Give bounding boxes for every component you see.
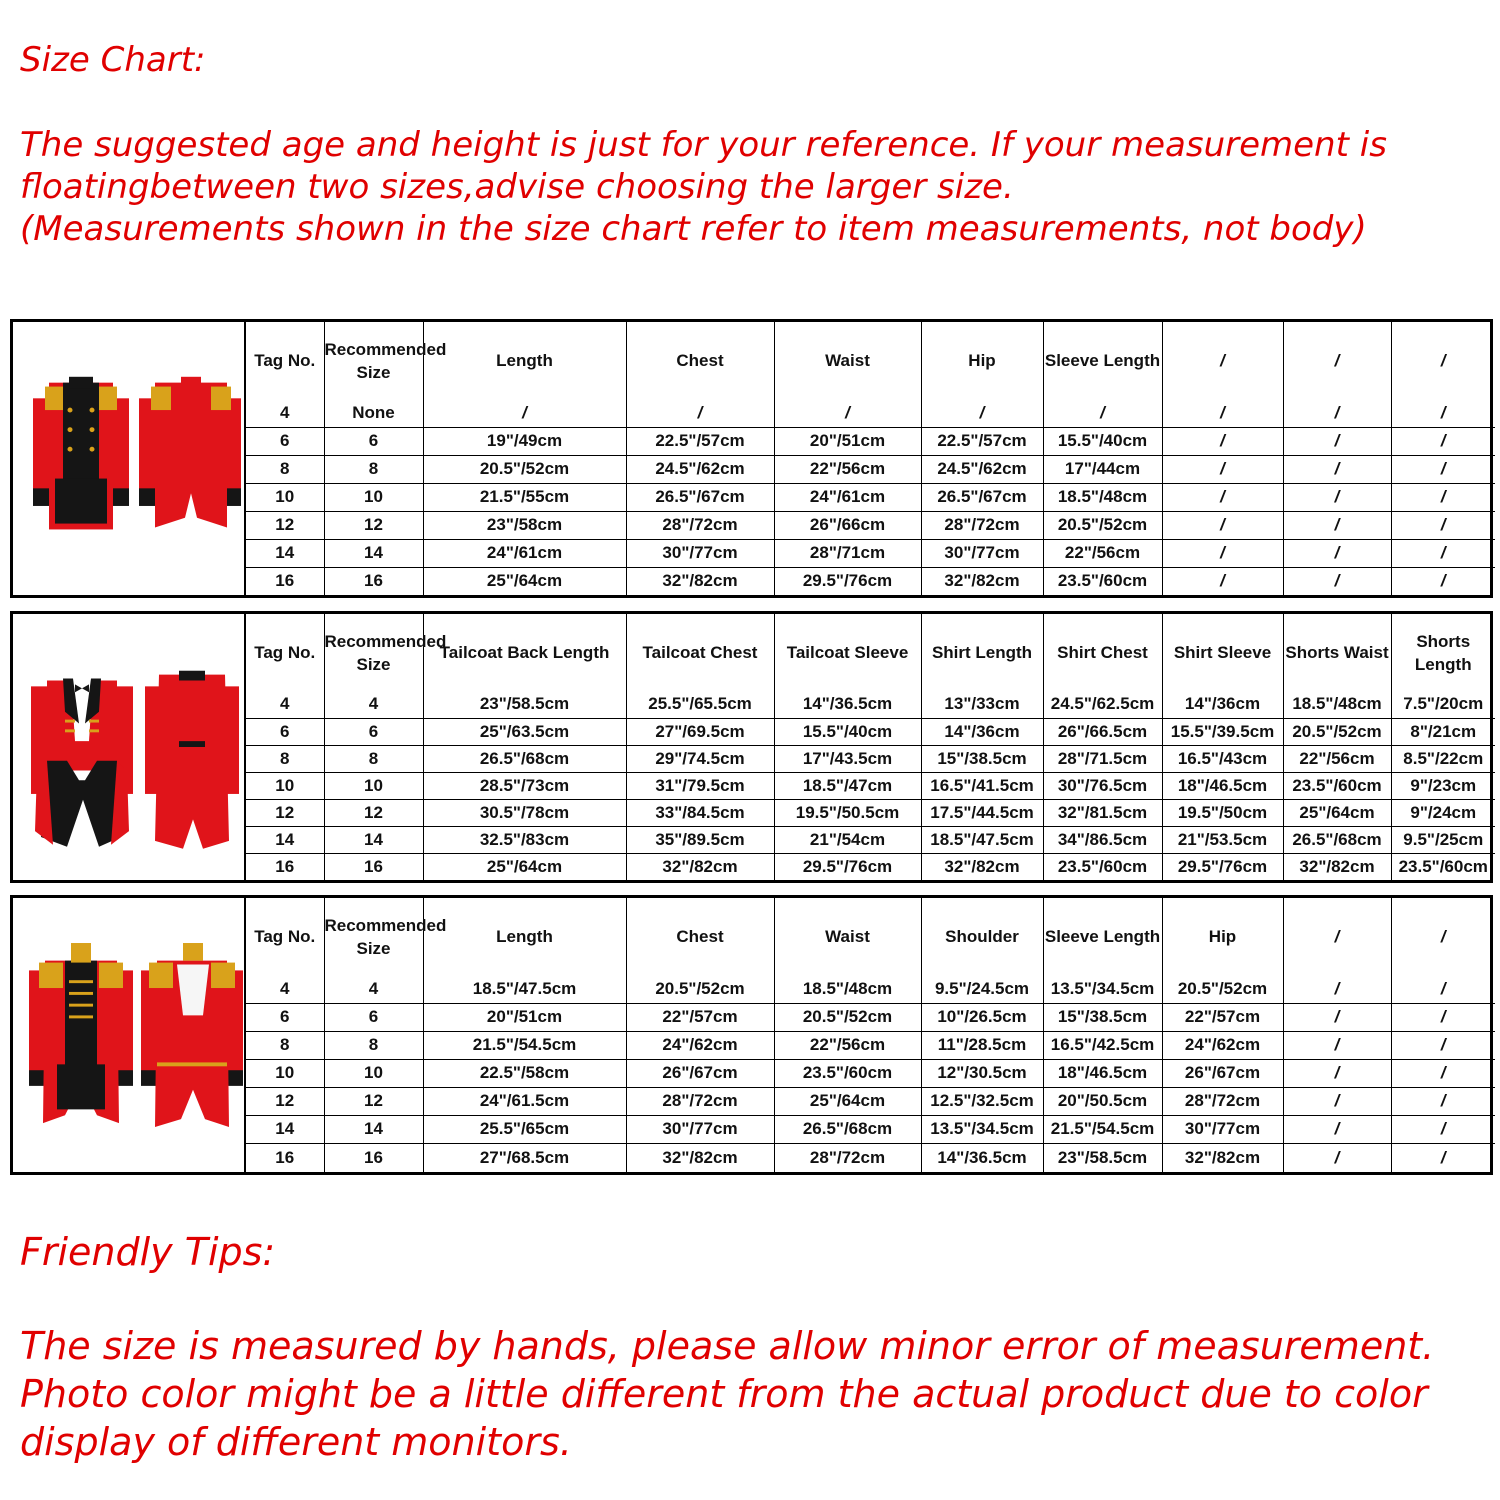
table-cell: 16: [246, 1143, 324, 1172]
table-cell: 18.5"/48cm: [1043, 483, 1162, 511]
table-cell: /: [1391, 1087, 1495, 1115]
table-cell: 26.5"/68cm: [423, 745, 626, 772]
table-cell: 32"/82cm: [626, 853, 774, 880]
table-cell: /: [1283, 1059, 1391, 1087]
table-cell: 14"/36.5cm: [921, 1143, 1043, 1172]
product-photo-bodysuit: [13, 322, 246, 595]
table-cell: 20"/51cm: [423, 1003, 626, 1031]
table-cell: 32"/82cm: [921, 853, 1043, 880]
header-tag-no: Tag No.: [246, 614, 324, 691]
product-photo-jacket: [13, 898, 246, 1172]
table-cell: 24"/61cm: [423, 539, 626, 567]
table-cell: /: [423, 399, 626, 427]
table-cell: 32"/82cm: [1162, 1143, 1283, 1172]
table-row: [246, 1087, 1495, 1115]
table-cell: 21.5"/54.5cm: [423, 1031, 626, 1059]
header-chest: Chest: [626, 322, 774, 399]
table-cell: /: [1043, 399, 1162, 427]
table-cell: /: [1162, 567, 1283, 595]
table-cell: 30"/77cm: [1162, 1115, 1283, 1143]
table-cell: /: [1162, 427, 1283, 455]
table-cell: 20.5"/52cm: [423, 455, 626, 483]
table-cell: 8: [324, 745, 423, 772]
table-cell: 4: [324, 975, 423, 1003]
table-cell: /: [1283, 975, 1391, 1003]
table-cell: 26.5"/68cm: [774, 1115, 921, 1143]
table-cell: 10: [246, 1059, 324, 1087]
table-row: [246, 826, 1495, 853]
tips-line: The size is measured by hands, please allow minor error of measurement.: [20, 1324, 1435, 1368]
table-cell: /: [1391, 483, 1495, 511]
table-row: [246, 427, 1495, 455]
front-view-tailcoat-image: [31, 679, 133, 847]
table-cell: 6: [246, 718, 324, 745]
table-cell: 11"/28.5cm: [921, 1031, 1043, 1059]
table-cell: 31"/79.5cm: [626, 772, 774, 799]
table-cell: 19.5"/50.5cm: [774, 799, 921, 826]
table-cell: 15"/38.5cm: [1043, 1003, 1162, 1031]
size-table-ringmaster-jacket: [10, 895, 1493, 1175]
table-cell: 29.5"/76cm: [1162, 853, 1283, 880]
table-cell: 26"/67cm: [1162, 1059, 1283, 1087]
header-row: [246, 898, 1495, 975]
table-cell: 19.5"/50cm: [1162, 799, 1283, 826]
table-cell: 22"/57cm: [1162, 1003, 1283, 1031]
table-cell: 9.5"/25cm: [1391, 826, 1495, 853]
table-cell: 30"/77cm: [626, 1115, 774, 1143]
header-row: [246, 614, 1495, 691]
table-cell: 8: [324, 455, 423, 483]
table-cell: 18.5"/47.5cm: [921, 826, 1043, 853]
table-cell: 21.5"/55cm: [423, 483, 626, 511]
product-photo-tailcoat: [13, 614, 246, 880]
size-table: [246, 322, 1495, 595]
table-cell: 24"/62cm: [1162, 1031, 1283, 1059]
table-cell: /: [1283, 1003, 1391, 1031]
header-sleeve-length: Sleeve Length: [1043, 898, 1162, 975]
table-cell: 16: [246, 567, 324, 595]
back-view-jacket-image: [141, 943, 243, 1127]
table-cell: 22"/57cm: [626, 1003, 774, 1031]
table-cell: 26.5"/67cm: [626, 483, 774, 511]
header-blank: /: [1162, 322, 1283, 399]
header-waist: Waist: [774, 322, 921, 399]
table-cell: 15.5"/40cm: [774, 718, 921, 745]
table-cell: 18.5"/48cm: [774, 975, 921, 1003]
table-cell: 20.5"/52cm: [1162, 975, 1283, 1003]
table-cell: 18.5"/48cm: [1283, 691, 1391, 718]
table-cell: 18"/46.5cm: [1162, 772, 1283, 799]
table-row: [246, 975, 1495, 1003]
table-cell: 16: [246, 853, 324, 880]
table-cell: 14"/36cm: [1162, 691, 1283, 718]
table-cell: 7.5"/20cm: [1391, 691, 1495, 718]
header-shoulder: Shoulder: [921, 898, 1043, 975]
table-cell: 14"/36.5cm: [774, 691, 921, 718]
table-cell: 8: [246, 455, 324, 483]
table-cell: 10: [324, 1059, 423, 1087]
table-cell: 25"/64cm: [1283, 799, 1391, 826]
table-cell: 26"/66.5cm: [1043, 718, 1162, 745]
table-cell: /: [1283, 1087, 1391, 1115]
table-cell: 12"/30.5cm: [921, 1059, 1043, 1087]
header-shirt-sleeve: Shirt Sleeve: [1162, 614, 1283, 691]
table-cell: 8: [246, 1031, 324, 1059]
table-cell: 16.5"/42.5cm: [1043, 1031, 1162, 1059]
table-row: [246, 539, 1495, 567]
table-cell: 16: [324, 567, 423, 595]
header-length: Length: [423, 898, 626, 975]
table-cell: 19"/49cm: [423, 427, 626, 455]
table-row: [246, 691, 1495, 718]
table-cell: 30"/76.5cm: [1043, 772, 1162, 799]
table-cell: 26.5"/67cm: [921, 483, 1043, 511]
table-row: [246, 718, 1495, 745]
table-cell: 24.5"/62cm: [921, 455, 1043, 483]
header-length: Length: [423, 322, 626, 399]
friendly-tips-title: Friendly Tips:: [20, 1230, 276, 1274]
table-cell: 8: [246, 745, 324, 772]
table-cell: 22"/56cm: [774, 455, 921, 483]
table-cell: 20.5"/52cm: [1283, 718, 1391, 745]
table-cell: 22"/56cm: [1043, 539, 1162, 567]
header-tag-no: Tag No.: [246, 322, 324, 399]
header-recommended-size: Recommended Size: [324, 322, 423, 399]
table-cell: 24.5"/62cm: [626, 455, 774, 483]
table-row: [246, 455, 1495, 483]
intro-line: The suggested age and height is just for your reference. If your measurement is: [20, 125, 1387, 165]
table-row: [246, 1115, 1495, 1143]
table-cell: 25.5"/65.5cm: [626, 691, 774, 718]
table-cell: 23"/58.5cm: [423, 691, 626, 718]
table-cell: None: [324, 399, 423, 427]
table-cell: 10: [246, 483, 324, 511]
tips-line: display of different monitors.: [20, 1420, 572, 1464]
table-cell: 32"/81.5cm: [1043, 799, 1162, 826]
table-cell: 10: [324, 772, 423, 799]
back-view-bodysuit-image: [139, 377, 241, 528]
header-tailcoat-back-length: Tailcoat Back Length: [423, 614, 626, 691]
table-row: [246, 1031, 1495, 1059]
table-cell: /: [1391, 1031, 1495, 1059]
table-cell: 27"/69.5cm: [626, 718, 774, 745]
table-cell: 6: [324, 718, 423, 745]
intro-line: (Measurements shown in the size chart refer to item measurements, not body): [20, 209, 1367, 249]
table-cell: 24"/61cm: [774, 483, 921, 511]
table-cell: /: [1283, 399, 1391, 427]
table-cell: /: [1283, 1143, 1391, 1172]
table-row: [246, 399, 1495, 427]
table-cell: 16: [324, 853, 423, 880]
header-recommended-size: Recommended Size: [324, 614, 423, 691]
table-cell: /: [1283, 567, 1391, 595]
header-shirt-length: Shirt Length: [921, 614, 1043, 691]
table-cell: /: [1162, 455, 1283, 483]
table-cell: 10"/26.5cm: [921, 1003, 1043, 1031]
table-cell: 20"/51cm: [774, 427, 921, 455]
table-cell: /: [1391, 539, 1495, 567]
header-sleeve-length: Sleeve Length: [1043, 322, 1162, 399]
table-cell: 25"/64cm: [774, 1087, 921, 1115]
size-table: [246, 898, 1495, 1172]
table-cell: 25"/63.5cm: [423, 718, 626, 745]
table-row: [246, 1143, 1495, 1172]
table-cell: 10: [246, 772, 324, 799]
table-cell: 32.5"/83cm: [423, 826, 626, 853]
table-cell: 24"/61.5cm: [423, 1087, 626, 1115]
table-cell: /: [1283, 511, 1391, 539]
table-cell: 22.5"/57cm: [921, 427, 1043, 455]
table-cell: 26"/66cm: [774, 511, 921, 539]
size-chart-title: Size Chart:: [20, 40, 206, 80]
size-table-tailcoat-set: [10, 611, 1493, 883]
table-cell: /: [774, 399, 921, 427]
table-cell: 8"/21cm: [1391, 718, 1495, 745]
table-cell: 22"/56cm: [1283, 745, 1391, 772]
table-cell: 17.5"/44.5cm: [921, 799, 1043, 826]
table-cell: /: [1391, 975, 1495, 1003]
table-cell: 6: [324, 1003, 423, 1031]
table-cell: 18.5"/47.5cm: [423, 975, 626, 1003]
table-cell: 4: [246, 691, 324, 718]
table-row: [246, 799, 1495, 826]
table-cell: 14: [246, 826, 324, 853]
back-view-tailcoat-image: [145, 671, 239, 849]
table-cell: 16.5"/43cm: [1162, 745, 1283, 772]
table-cell: 6: [246, 1003, 324, 1031]
table-cell: 23"/58.5cm: [1043, 1143, 1162, 1172]
table-cell: 14: [324, 539, 423, 567]
table-cell: 23.5"/60cm: [1043, 853, 1162, 880]
table-cell: 13.5"/34.5cm: [1043, 975, 1162, 1003]
table-cell: /: [1391, 1003, 1495, 1031]
table-cell: 28"/72cm: [626, 511, 774, 539]
table-cell: 20.5"/52cm: [774, 1003, 921, 1031]
table-cell: 20.5"/52cm: [626, 975, 774, 1003]
table-row: [246, 511, 1495, 539]
tips-line: Photo color might be a little different from the actual product due to color: [20, 1372, 1428, 1416]
table-cell: 20"/50.5cm: [1043, 1087, 1162, 1115]
table-cell: 32"/82cm: [626, 567, 774, 595]
table-cell: 32"/82cm: [1283, 853, 1391, 880]
table-cell: 8: [324, 1031, 423, 1059]
table-cell: 28"/72cm: [1162, 1087, 1283, 1115]
table-cell: /: [1391, 399, 1495, 427]
header-recommended-size: Recommended Size: [324, 898, 423, 975]
table-cell: 4: [324, 691, 423, 718]
table-cell: /: [1283, 427, 1391, 455]
table-cell: 15"/38.5cm: [921, 745, 1043, 772]
table-row: [246, 772, 1495, 799]
table-cell: 12.5"/32.5cm: [921, 1087, 1043, 1115]
table-row: [246, 1003, 1495, 1031]
header-blank: /: [1283, 898, 1391, 975]
table-cell: 25.5"/65cm: [423, 1115, 626, 1143]
table-cell: /: [626, 399, 774, 427]
table-cell: 4: [246, 975, 324, 1003]
header-hip: Hip: [921, 322, 1043, 399]
table-cell: 32"/82cm: [921, 567, 1043, 595]
header-blank: /: [1391, 322, 1495, 399]
table-cell: /: [1283, 1031, 1391, 1059]
table-cell: 34"/86.5cm: [1043, 826, 1162, 853]
header-blank: /: [1283, 322, 1391, 399]
table-cell: /: [1283, 455, 1391, 483]
table-cell: 25"/64cm: [423, 853, 626, 880]
table-cell: /: [1162, 399, 1283, 427]
front-view-jacket-image: [29, 943, 133, 1123]
table-cell: 23"/58cm: [423, 511, 626, 539]
size-table: [246, 614, 1495, 880]
table-cell: /: [1162, 483, 1283, 511]
table-cell: 8.5"/22cm: [1391, 745, 1495, 772]
table-cell: /: [1162, 511, 1283, 539]
table-cell: 29.5"/76cm: [774, 853, 921, 880]
table-cell: 28"/72cm: [774, 1143, 921, 1172]
table-cell: /: [1283, 1115, 1391, 1143]
table-cell: 26.5"/68cm: [1283, 826, 1391, 853]
table-cell: 30"/77cm: [626, 539, 774, 567]
table-row: [246, 483, 1495, 511]
table-cell: /: [1391, 1115, 1495, 1143]
header-shorts-length: Shorts Length: [1391, 614, 1495, 691]
table-cell: /: [1391, 567, 1495, 595]
table-cell: 14: [324, 1115, 423, 1143]
table-cell: 12: [324, 1087, 423, 1115]
table-cell: 25"/64cm: [423, 567, 626, 595]
table-row: [246, 853, 1495, 880]
table-cell: 9"/23cm: [1391, 772, 1495, 799]
header-tag-no: Tag No.: [246, 898, 324, 975]
table-cell: 6: [324, 427, 423, 455]
table-cell: 10: [324, 483, 423, 511]
table-cell: 21"/53.5cm: [1162, 826, 1283, 853]
table-cell: 14: [246, 539, 324, 567]
table-cell: 23.5"/60cm: [1043, 567, 1162, 595]
table-cell: 14: [246, 1115, 324, 1143]
table-cell: 15.5"/40cm: [1043, 427, 1162, 455]
table-cell: /: [1391, 511, 1495, 539]
table-cell: /: [1283, 483, 1391, 511]
table-cell: 30.5"/78cm: [423, 799, 626, 826]
table-cell: /: [921, 399, 1043, 427]
table-cell: 24.5"/62.5cm: [1043, 691, 1162, 718]
table-cell: 21.5"/54.5cm: [1043, 1115, 1162, 1143]
table-row: [246, 1059, 1495, 1087]
table-cell: 9"/24cm: [1391, 799, 1495, 826]
table-cell: 13.5"/34.5cm: [921, 1115, 1043, 1143]
table-cell: 28"/72cm: [921, 511, 1043, 539]
table-cell: 12: [324, 511, 423, 539]
table-cell: 23.5"/60cm: [1283, 772, 1391, 799]
table-cell: 33"/84.5cm: [626, 799, 774, 826]
header-chest: Chest: [626, 898, 774, 975]
header-tailcoat-sleeve: Tailcoat Sleeve: [774, 614, 921, 691]
table-cell: /: [1391, 1143, 1495, 1172]
table-cell: 29.5"/76cm: [774, 567, 921, 595]
table-cell: 9.5"/24.5cm: [921, 975, 1043, 1003]
table-cell: 12: [246, 799, 324, 826]
table-cell: 6: [246, 427, 324, 455]
table-cell: 22.5"/57cm: [626, 427, 774, 455]
table-cell: 15.5"/39.5cm: [1162, 718, 1283, 745]
table-cell: 4: [246, 399, 324, 427]
header-shirt-chest: Shirt Chest: [1043, 614, 1162, 691]
table-cell: 27"/68.5cm: [423, 1143, 626, 1172]
table-cell: /: [1391, 427, 1495, 455]
table-cell: /: [1283, 539, 1391, 567]
header-hip: Hip: [1162, 898, 1283, 975]
table-cell: 35"/89.5cm: [626, 826, 774, 853]
table-cell: 14"/36cm: [921, 718, 1043, 745]
header-blank: /: [1391, 898, 1495, 975]
table-cell: 22"/56cm: [774, 1031, 921, 1059]
header-row: [246, 322, 1495, 399]
table-cell: 12: [324, 799, 423, 826]
size-table-ringmaster-bodysuit: [10, 319, 1493, 598]
intro-text: [20, 124, 1490, 250]
table-row: [246, 567, 1495, 595]
table-cell: 18"/46.5cm: [1043, 1059, 1162, 1087]
header-waist: Waist: [774, 898, 921, 975]
table-cell: 16: [324, 1143, 423, 1172]
front-view-bodysuit-image: [33, 377, 129, 530]
friendly-tips-text: [20, 1322, 1490, 1466]
table-cell: 26"/67cm: [626, 1059, 774, 1087]
table-cell: 17"/44cm: [1043, 455, 1162, 483]
table-cell: 30"/77cm: [921, 539, 1043, 567]
table-cell: 13"/33cm: [921, 691, 1043, 718]
table-cell: 12: [246, 511, 324, 539]
table-cell: 21"/54cm: [774, 826, 921, 853]
header-tailcoat-chest: Tailcoat Chest: [626, 614, 774, 691]
table-cell: /: [1391, 1059, 1495, 1087]
table-cell: 28"/71.5cm: [1043, 745, 1162, 772]
table-cell: 17"/43.5cm: [774, 745, 921, 772]
table-cell: 23.5"/60cm: [774, 1059, 921, 1087]
table-cell: 18.5"/47cm: [774, 772, 921, 799]
table-cell: 28.5"/73cm: [423, 772, 626, 799]
table-cell: /: [1391, 455, 1495, 483]
header-shorts-waist: Shorts Waist: [1283, 614, 1391, 691]
table-cell: 24"/62cm: [626, 1031, 774, 1059]
table-cell: 32"/82cm: [626, 1143, 774, 1172]
table-cell: 16.5"/41.5cm: [921, 772, 1043, 799]
table-cell: /: [1162, 539, 1283, 567]
intro-line: floatingbetween two sizes,advise choosing the larger size.: [20, 167, 1014, 207]
table-cell: 14: [324, 826, 423, 853]
table-cell: 23.5"/60cm: [1391, 853, 1495, 880]
table-cell: 22.5"/58cm: [423, 1059, 626, 1087]
table-cell: 29"/74.5cm: [626, 745, 774, 772]
table-row: [246, 745, 1495, 772]
table-cell: 28"/71cm: [774, 539, 921, 567]
table-cell: 28"/72cm: [626, 1087, 774, 1115]
table-cell: 12: [246, 1087, 324, 1115]
table-cell: 20.5"/52cm: [1043, 511, 1162, 539]
